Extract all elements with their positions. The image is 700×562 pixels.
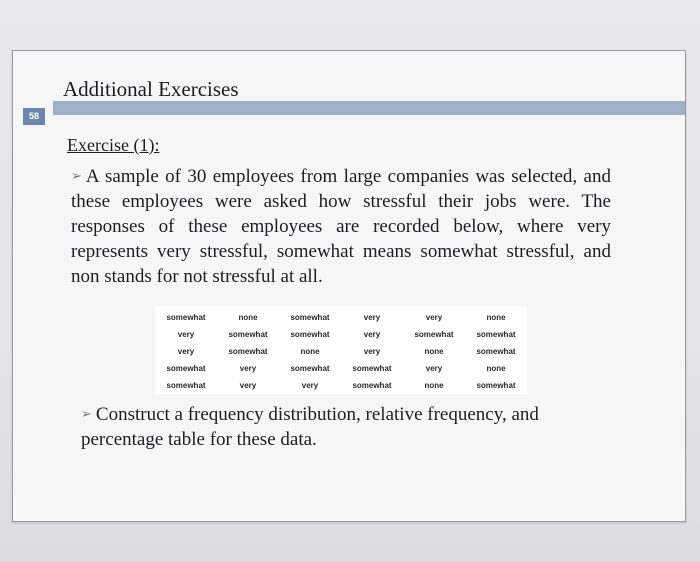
table-cell: none [424, 381, 444, 390]
table-cell: very [425, 313, 443, 322]
header-bar [53, 101, 685, 115]
table-cell: very [177, 347, 195, 356]
bullet-arrow-icon: ➢ [71, 168, 82, 183]
table-cell: very [363, 330, 381, 339]
table-cell: somewhat [476, 347, 516, 356]
table-cell: somewhat [166, 381, 206, 390]
table-cell: very [177, 330, 195, 339]
table-cell: somewhat [476, 330, 516, 339]
exercise-heading: Exercise (1): [67, 135, 160, 155]
table-cell: very [425, 364, 443, 373]
table-cell: somewhat [352, 364, 392, 373]
table-cell: none [300, 347, 320, 356]
page-number-badge: 58 [23, 108, 45, 125]
paragraph-text: A sample of 30 employees from large companies was selected, and these employees were asked how stressful their jobs were. The responses of these employees are recorded below, where very represents very stressful, somewhat means somewhat stressful, and non stands for not stressful at all. [71, 166, 611, 287]
slide [12, 50, 686, 522]
table-cell: somewhat [290, 313, 330, 322]
question-paragraph [81, 401, 621, 452]
table-cell: somewhat [166, 364, 206, 373]
table-cell: very [239, 381, 257, 390]
table-cell: none [424, 347, 444, 356]
table-cell: somewhat [228, 347, 268, 356]
table-cell: none [238, 313, 258, 322]
slide-title: Additional Exercises [63, 77, 239, 101]
table-cell: none [486, 313, 506, 322]
table-cell: somewhat [414, 330, 454, 339]
table-cell: very [301, 381, 319, 390]
responses-table [155, 306, 527, 394]
exercise-paragraph [71, 163, 611, 289]
table-cell: somewhat [352, 381, 392, 390]
table-cell: somewhat [290, 330, 330, 339]
table-cell: none [486, 364, 506, 373]
table-cell: somewhat [476, 381, 516, 390]
table-cell: somewhat [290, 364, 330, 373]
table-cell: very [239, 364, 257, 373]
table-cell: somewhat [228, 330, 268, 339]
table-cell: somewhat [166, 313, 206, 322]
bullet-arrow-icon: ➢ [81, 406, 92, 421]
question-text: Construct a frequency distribution, relative frequency, and percentage table for these data. [81, 404, 539, 450]
table-cell: very [363, 347, 381, 356]
responses-grid [155, 306, 527, 394]
table-cell: very [363, 313, 381, 322]
